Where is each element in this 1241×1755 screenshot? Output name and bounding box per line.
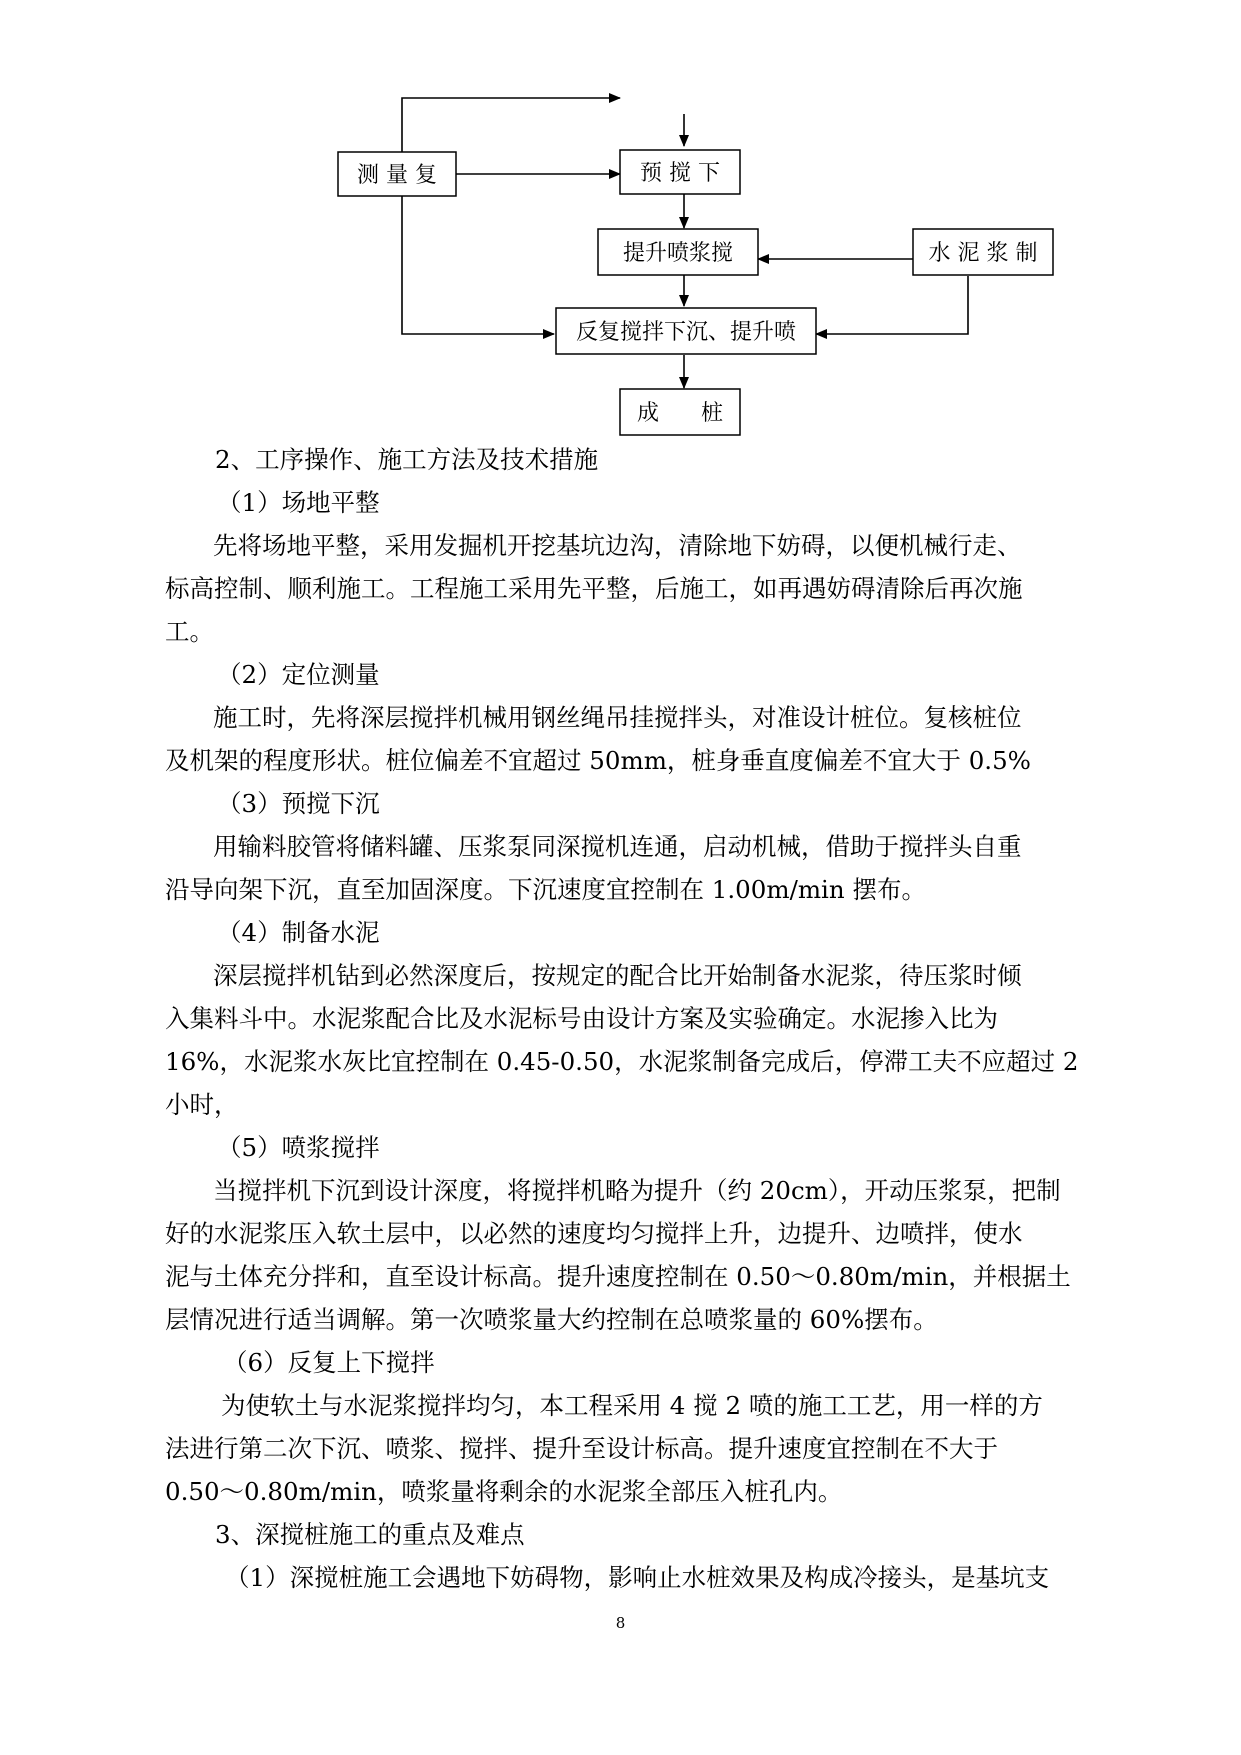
construction-flowchart [0,0,1241,450]
paragraph-line: 当搅拌机下沉到设计深度，将搅拌机略为提升（约 20cm），开动压浆泵，把制 [213,1176,1061,1205]
node-repeat-mix [556,308,816,354]
paragraph-line: 工。 [165,617,214,646]
paragraph-line: 小时， [165,1090,239,1119]
paragraph-line: 法进行第二次下沉、喷浆、搅拌、提升至设计标高。提升速度宜控制在不大于 [165,1434,998,1463]
subsection-heading: （4）制备水泥 [217,918,380,947]
section-heading: 2、工序操作、施工方法及技术措施 [215,445,599,474]
node-survey [338,152,456,196]
top-loop-arrow [402,98,620,152]
svg-text:测 量 复: 测 量 复 [357,163,437,188]
paragraph-line: 用输料胶管将储料罐、压浆泵同深搅机连通，启动机械，借助于搅拌头自重 [213,832,1022,861]
node-premix [620,150,740,194]
node-pile-formed [620,389,740,435]
document-body [165,438,1125,1599]
svg-text:预 搅 下: 预 搅 下 [640,161,720,186]
paragraph-line: 先将场地平整，采用发掘机开挖基坑边沟，清除地下妨碍，以便机械行走、 [213,531,1022,560]
svg-text:反复搅拌下沉、提升喷: 反复搅拌下沉、提升喷 [575,320,797,345]
paragraph-line: 沿导向架下沉，直至加固深度。下沉速度宜控制在 1.00m/min 摆布。 [165,875,926,904]
paragraph-line: 0.50～0.80m/min，喷浆量将剩余的水泥浆全部压入桩孔内。 [165,1477,843,1506]
paragraph-line: 入集料斗中。水泥浆配合比及水泥标号由设计方案及实验确定。水泥掺入比为 [165,1004,998,1033]
paragraph-line: 层情况进行适当调解。第一次喷浆量大约控制在总喷浆量的 60%摆布。 [165,1305,938,1334]
paragraph-line: 16%，水泥浆水灰比宜控制在 0.45-0.50，水泥浆制备完成后，停滞工夫不应超过 2 [165,1047,1079,1076]
paragraph-line: 深层搅拌机钻到必然深度后，按规定的配合比开始制备水泥浆，待压浆时倾 [213,961,1022,990]
paragraph-line: 及机架的程度形状。桩位偏差不宜超过 50mm，桩身垂直度偏差不宜大于 0.5% [165,746,1031,775]
subsection-heading: （5）喷浆搅拌 [217,1133,380,1162]
subsection-heading: （1）深搅桩施工会遇地下妨碍物，影响止水桩效果及构成冷接头，是基坑支 [225,1563,1050,1592]
section-heading: 3、深搅桩施工的重点及难点 [215,1520,525,1549]
paragraph-line: 标高控制、顺利施工。工程施工采用先平整，后施工，如再遇妨碍清除后再次施 [165,574,1023,603]
paragraph-line: 泥与土体充分拌和，直至设计标高。提升速度控制在 0.50～0.80m/min，并根据土 [165,1262,1071,1291]
subsection-heading: （1）场地平整 [217,488,380,517]
subsection-heading: （3）预搅下沉 [217,789,380,818]
svg-text:成 桩: 成 桩 [637,401,723,426]
paragraph-line: 施工时，先将深层搅拌机械用钢丝绳吊挂搅拌头，对准设计桩位。复核桩位 [213,703,1022,732]
svg-text:提升喷浆搅: 提升喷浆搅 [622,241,734,266]
node-cement-prep [913,229,1053,275]
cement-to-repeat-arrow [816,276,968,334]
svg-text:水 泥 浆 制: 水 泥 浆 制 [928,241,1038,266]
node-lift-spray [598,229,758,275]
paragraph-line: 为使软土与水泥浆搅拌均匀，本工程采用 4 搅 2 喷的施工工艺，用一样的方 [221,1391,1043,1420]
paragraph-line: 好的水泥浆压入软土层中，以必然的速度均匀搅拌上升，边提升、边喷拌，使水 [165,1219,1023,1248]
page-number: 8 [615,1614,626,1632]
subsection-heading: （2）定位测量 [217,660,380,689]
subsection-heading: （6）反复上下搅拌 [223,1348,435,1377]
survey-to-repeat-arrow [402,196,554,334]
